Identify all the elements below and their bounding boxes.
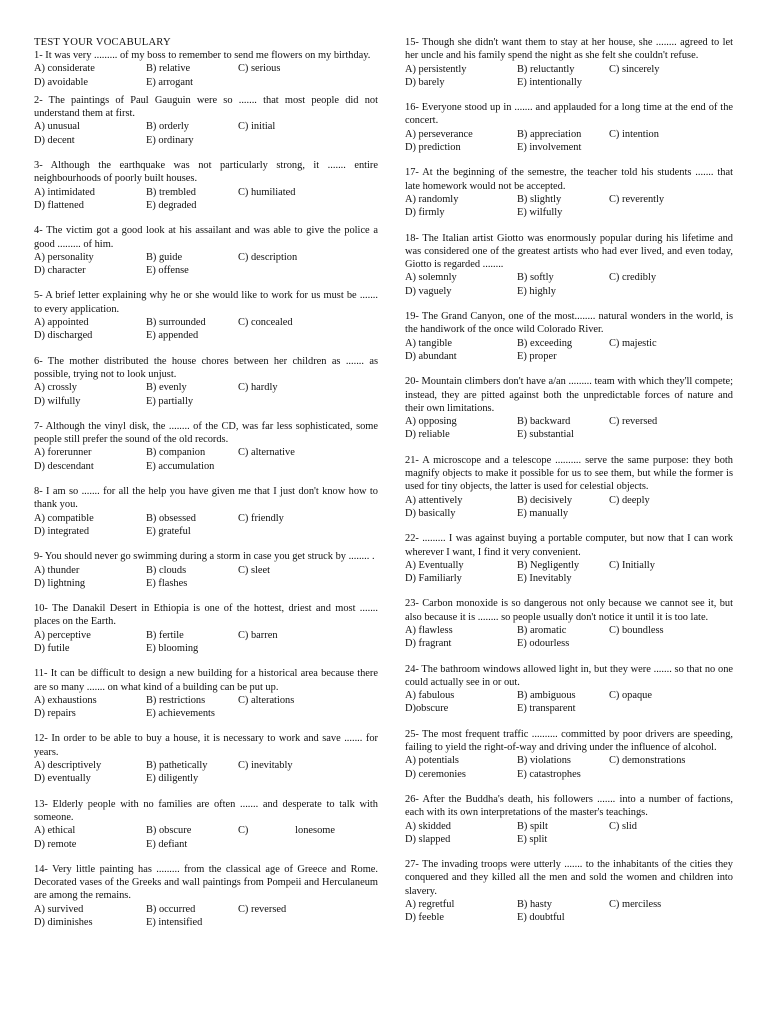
answer-option-e[interactable]: E) degraded	[146, 199, 197, 211]
answer-option-b[interactable]: B) backward	[517, 416, 571, 428]
answer-option-d[interactable]: D) descendant	[34, 460, 94, 472]
answer-option-b[interactable]: B) appreciation	[517, 128, 582, 140]
question-text: 18- The Italian artist Giotto was enormously popular during his lifetime and was considered one of the greatest artists who had ever lived, and even today, Giotto is regarded ........	[405, 232, 733, 271]
answer-option-d[interactable]: D) character	[34, 265, 86, 277]
answer-option-d[interactable]: D) Familiarly	[405, 573, 462, 585]
answer-option-c[interactable]: C) serious	[238, 63, 281, 75]
answer-option-a[interactable]: A) solemnly	[405, 272, 457, 284]
answer-option-c[interactable]: C) humiliated	[238, 186, 296, 198]
answer-option-c[interactable]: C) sincerely	[609, 63, 660, 75]
question-18	[405, 232, 733, 298]
answer-option-d[interactable]: D) repairs	[34, 708, 76, 720]
question-2	[34, 94, 378, 147]
answer-option-d[interactable]: D) ceremonies	[405, 768, 466, 780]
answer-option-d[interactable]: D) firmly	[405, 207, 445, 219]
answer-options	[34, 759, 378, 786]
answer-option-a[interactable]: A) ethical	[34, 825, 76, 837]
answer-options	[405, 337, 733, 364]
answer-option-b[interactable]: B) guide	[146, 251, 183, 263]
answer-option-c[interactable]: C) reversed	[238, 903, 287, 915]
answer-option-c[interactable]: C) sleet	[238, 564, 271, 576]
answer-option-b[interactable]: B) relative	[146, 63, 191, 75]
answer-option-d[interactable]: D) fragrant	[405, 638, 452, 650]
question-text: 22- ......... I was against buying a portable computer, but now that I can work wherever I want, I find it very convenient.	[405, 533, 733, 558]
answer-options	[405, 898, 733, 925]
question-12	[34, 732, 378, 785]
answer-option-a[interactable]: A) perceptive	[34, 629, 91, 641]
question-13	[34, 798, 378, 851]
question-text: 26- After the Buddha's death, his followers ....... into a number of factions, each with its own interpretations of the master's teachings.	[405, 793, 733, 819]
answer-option-c[interactable]: C) intention	[609, 128, 659, 140]
answer-option-a[interactable]: A) unusual	[34, 121, 80, 133]
answer-options	[405, 754, 733, 781]
answer-options	[405, 271, 733, 298]
question-7	[34, 420, 378, 473]
answer-option-a[interactable]: A) personality	[34, 251, 94, 263]
answer-option-e[interactable]: E) odourless	[517, 638, 570, 650]
answer-options	[34, 629, 378, 656]
answer-option-e[interactable]: E) catastrophes	[517, 768, 581, 780]
answer-option-c[interactable]: C) description	[238, 251, 298, 263]
question-8	[34, 485, 378, 538]
answer-option-e[interactable]: E) partially	[146, 395, 194, 407]
question-21	[405, 454, 733, 520]
answer-option-b[interactable]: B) ambiguous	[517, 690, 576, 702]
answer-option-d[interactable]: D) vaguely	[405, 285, 452, 297]
answer-option-a[interactable]: A) thunder	[34, 564, 80, 576]
answer-options	[405, 63, 733, 90]
answer-option-b[interactable]: B) trembled	[146, 186, 196, 198]
answer-option-e[interactable]: E) ordinary	[146, 134, 194, 146]
answer-option-d[interactable]: D) decent	[34, 134, 75, 146]
answer-option-a[interactable]: A) persistently	[405, 63, 467, 75]
answer-option-d[interactable]: D) avoidable	[34, 76, 88, 88]
answer-option-b[interactable]: B) companion	[146, 447, 206, 459]
answer-option-b[interactable]: B) aromatic	[517, 624, 567, 636]
answer-option-c[interactable]: C) opaque	[609, 690, 652, 702]
question-23	[405, 597, 733, 650]
question-text: 25- The most frequent traffic .......... committed by poor drivers are speeding, failing to yield the right-of-way and driving under the influence of alcohol.	[405, 728, 733, 754]
answer-option-c[interactable]: C) reversed	[609, 416, 658, 428]
answer-option-d[interactable]: D) flattened	[34, 199, 84, 211]
question-text: 20- Mountain climbers don't have a/an ......... team with which they'll compete; instead, they are pitted against both the unpredictable forces of nature and their own limitations.	[405, 376, 733, 414]
answer-option-c[interactable]: C) barren	[238, 629, 278, 641]
answer-option-e[interactable]: E) flashes	[146, 577, 188, 589]
question-text: 12- In order to be able to buy a house, it is necessary to work and save ....... for years.	[34, 733, 378, 758]
question-text: 9- You should never go swimming during a storm in case you get struck by ........ .	[34, 551, 375, 563]
answer-option-c[interactable]: C) alterations	[238, 694, 295, 706]
answer-option-b[interactable]: B) orderly	[146, 121, 189, 133]
question-text: 15- Though she didn't want them to stay at her house, she ........ agreed to let her uncle and his family spend the night as she felt she couldn't refuse.	[405, 37, 733, 62]
answer-option-e[interactable]: E) intentionally	[517, 76, 582, 88]
answer-option-c[interactable]: C) reverently	[609, 193, 665, 205]
answer-option-a[interactable]: A) appointed	[34, 317, 89, 329]
question-16	[405, 101, 733, 154]
answer-option-b[interactable]: B) occurred	[146, 903, 196, 915]
answer-option-c[interactable]: C) alternative	[238, 447, 295, 459]
answer-option-c[interactable]: C) concealed	[238, 317, 293, 329]
answer-option-e[interactable]: E) doubtful	[517, 912, 565, 924]
question-text: 3- Although the earthquake was not particularly strong, it ....... entire neighbourhoods of poorly built houses.	[34, 160, 378, 185]
question-text: 2- The paintings of Paul Gauguin were so ....... that most people did not understand them at first.	[34, 94, 378, 120]
answer-option-e[interactable]: E) involvement	[517, 142, 582, 154]
question-text: 11- It can be difficult to design a new building for a historical area because there are so many ....... on what kind of a building can be put up.	[34, 668, 378, 693]
answer-option-c[interactable]: C) deeply	[609, 494, 650, 506]
question-26	[405, 793, 733, 846]
answer-option-d[interactable]: D) abundant	[405, 350, 457, 362]
answer-option-d[interactable]: D) eventually	[34, 773, 91, 785]
answer-option-d[interactable]: D) integrated	[34, 525, 90, 537]
answer-options	[34, 903, 378, 930]
answer-option-e[interactable]: E) manually	[517, 507, 569, 519]
answer-option-a[interactable]: A) Eventually	[405, 559, 464, 571]
answer-option-a[interactable]: A) regretful	[405, 899, 455, 911]
question-25	[405, 728, 733, 781]
question-20	[405, 375, 733, 441]
answer-option-a[interactable]: A) intimidated	[34, 186, 95, 198]
answer-option-e[interactable]: E) arrogant	[146, 76, 194, 88]
question-text: 6- The mother distributed the house chores between her children as ....... as possible, trying not to look unjust.	[34, 355, 378, 380]
answer-option-e[interactable]: E) intensified	[146, 917, 203, 929]
question-text: 4- The victim got a good look at his assailant and was able to give the police a good ......... of him.	[34, 225, 378, 250]
answer-option-e[interactable]: E) grateful	[146, 525, 191, 537]
question-text: 13- Elderly people with no families are often ....... and desperate to talk with someone.	[34, 798, 378, 823]
question-27	[405, 858, 733, 924]
answer-option-e[interactable]: E) accumulation	[146, 460, 215, 472]
answer-option-b[interactable]: B) evenly	[146, 382, 187, 394]
question-text: 7- Although the vinyl disk, the ........ of the CD, was far less sophisticated, some people still prefer the sound of the old records.	[34, 420, 378, 446]
answer-option-a[interactable]: A) survived	[34, 903, 84, 915]
answer-option-c[interactable]: C) initial	[238, 121, 276, 133]
answer-option-a[interactable]: A) potentials	[405, 755, 459, 767]
answer-options	[34, 186, 378, 213]
answer-option-b[interactable]: B) softly	[517, 272, 554, 284]
answer-option-a[interactable]: A) compatible	[34, 512, 94, 524]
answer-option-a[interactable]: A) considerate	[34, 63, 95, 75]
answer-option-a[interactable]: A) perseverance	[405, 128, 473, 140]
answer-option-d[interactable]: D) discharged	[34, 330, 93, 342]
answer-option-b[interactable]: B) spilt	[517, 820, 548, 832]
question-5	[34, 289, 378, 342]
question-3	[34, 159, 378, 212]
answer-option-e[interactable]: E) diligently	[146, 773, 199, 785]
left-column	[34, 36, 378, 929]
question-14	[34, 863, 378, 929]
right-column	[405, 36, 733, 925]
test-title: TEST YOUR VOCABULARY	[34, 37, 171, 48]
answer-options	[405, 193, 733, 220]
answer-options	[405, 494, 733, 521]
question-text: 24- The bathroom windows allowed light in, but they were ....... so that no one could actually see in or out.	[405, 663, 733, 688]
question-4	[34, 224, 378, 277]
answer-option-b[interactable]: B) decisively	[517, 494, 573, 506]
answer-option-b[interactable]: B) surrounded	[146, 317, 206, 329]
answer-option-d[interactable]: D) reliable	[405, 429, 450, 441]
answer-option-d[interactable]: D) barely	[405, 76, 445, 88]
answer-options	[34, 824, 378, 851]
answer-option-e[interactable]: E) wilfully	[517, 207, 563, 219]
answer-option-e[interactable]: E) substantial	[517, 429, 574, 441]
answer-option-c[interactable]: C) merciless	[609, 899, 662, 911]
answer-options	[405, 128, 733, 155]
answer-options	[34, 251, 378, 278]
answer-option-d[interactable]: D) slapped	[405, 833, 451, 845]
question-11	[34, 667, 378, 720]
answer-option-a[interactable]: A) descriptively	[34, 760, 102, 772]
answer-option-d[interactable]: D) diminishes	[34, 917, 93, 929]
answer-option-e[interactable]: E) highly	[517, 285, 556, 297]
answer-option-d[interactable]: D) prediction	[405, 142, 461, 154]
answer-options	[34, 381, 378, 408]
answer-options	[405, 689, 733, 716]
answer-option-c[interactable]: C) inevitably	[238, 760, 293, 772]
answer-option-b[interactable]: B) violations	[517, 755, 571, 767]
question-6	[34, 355, 378, 408]
question-9	[34, 550, 378, 590]
answer-options	[405, 559, 733, 586]
answer-option-e[interactable]: E) proper	[517, 350, 557, 362]
answer-option-d[interactable]: D) feeble	[405, 912, 444, 924]
answer-option-e[interactable]: E) offense	[146, 265, 189, 277]
answer-option-c[interactable]: C) majestic	[609, 337, 657, 349]
answer-option-e[interactable]: E) split	[517, 833, 548, 845]
answer-options	[34, 446, 378, 473]
answer-option-b[interactable]: B) clouds	[146, 564, 187, 576]
answer-option-a[interactable]: A) opposing	[405, 416, 457, 428]
answer-options	[34, 62, 378, 89]
answer-option-a[interactable]: A) forerunner	[34, 447, 92, 459]
question-text: 16- Everyone stood up in ....... and applauded for a long time at the end of the concert.	[405, 102, 733, 127]
question-text: 5- A brief letter explaining why he or she would like to work for us must be ....... to every application.	[34, 290, 378, 315]
answer-option-a[interactable]: A) skidded	[405, 820, 451, 832]
answer-options	[405, 820, 733, 847]
answer-option-d[interactable]: D) lightning	[34, 577, 86, 589]
question-22	[405, 532, 733, 585]
answer-option-a[interactable]: A) flawless	[405, 624, 453, 636]
answer-option-d[interactable]: D) remote	[34, 838, 77, 850]
answer-options	[34, 564, 378, 591]
answer-option-d[interactable]: D) wilfully	[34, 395, 81, 407]
answer-option-b[interactable]: B) fertile	[146, 629, 184, 641]
answer-option-b[interactable]: B) Negligently	[517, 559, 580, 571]
answer-option-a[interactable]: A) crossly	[34, 382, 77, 394]
answer-option-c[interactable]: C) boundless	[609, 624, 664, 636]
answer-option-b[interactable]: B) hasty	[517, 899, 552, 911]
answer-option-c[interactable]: C) slid	[609, 820, 638, 832]
answer-options	[405, 624, 733, 651]
question-17	[405, 166, 733, 219]
question-10	[34, 602, 378, 655]
answer-options	[34, 512, 378, 539]
answer-option-a[interactable]: A) randomly	[405, 193, 459, 205]
answer-options	[34, 694, 378, 721]
answer-option-b[interactable]: B) restrictions	[146, 694, 206, 706]
answer-option-c[interactable]: C) lonesome	[238, 825, 335, 837]
question-text: 8- I am so ....... for all the help you have given me that I just don't know how to thank you.	[34, 486, 378, 511]
answer-option-d[interactable]: D) futile	[34, 642, 70, 654]
answer-option-c[interactable]: C) demonstrations	[609, 755, 686, 767]
answer-option-b[interactable]: B) slightly	[517, 193, 562, 205]
answer-option-b[interactable]: B) reluctantly	[517, 63, 575, 75]
question-text: 19- The Grand Canyon, one of the most........ natural wonders in the world, is the handiwork of the once wild Colorado River.	[405, 311, 733, 336]
question-text: 17- At the beginning of the semestre, the teacher told his students ....... that late homework would not be accepted.	[405, 167, 733, 192]
answer-option-c[interactable]: C) friendly	[238, 512, 284, 524]
answer-option-b[interactable]: B) obsessed	[146, 512, 196, 524]
answer-option-b[interactable]: B) obscure	[146, 825, 192, 837]
question-text: 27- The invading troops were utterly ....... to the inhabitants of the cities they conquered and they killed all the men and sold the women and children into slavery.	[405, 859, 733, 897]
answer-options	[34, 120, 378, 147]
answer-option-e[interactable]: E) transparent	[517, 703, 576, 715]
question-19	[405, 310, 733, 363]
answer-option-d[interactable]: D) basically	[405, 507, 456, 519]
answer-option-e[interactable]: E) blooming	[146, 642, 199, 654]
question-24	[405, 663, 733, 716]
question-text: 14- Very little painting has ......... from the classical age of Greece and Rome. Decorated vases of the Greeks and wall paintings from Pompeii and Herculaneum are among the remains.	[34, 863, 378, 902]
answer-option-c[interactable]: C) Initially	[609, 559, 655, 571]
answer-option-e[interactable]: E) achievements	[146, 708, 215, 720]
answer-options	[34, 316, 378, 343]
answer-options	[405, 415, 733, 442]
answer-option-d[interactable]: D)obscure	[405, 703, 449, 715]
answer-option-b[interactable]: B) pathetically	[146, 760, 208, 772]
answer-option-a[interactable]: A) exhaustions	[34, 694, 97, 706]
question-15	[405, 36, 733, 89]
answer-option-a[interactable]: A) attentively	[405, 494, 463, 506]
answer-option-c[interactable]: C) credibly	[609, 272, 657, 284]
question-1	[34, 49, 378, 89]
answer-option-e[interactable]: E) defiant	[146, 838, 188, 850]
answer-option-b[interactable]: B) exceeding	[517, 337, 573, 349]
answer-option-e[interactable]: E) Inevitably	[517, 573, 572, 585]
question-text: 23- Carbon monoxide is so dangerous not only because we cannot see it, but also because it is ........ so people usually don't notice it until it is too late.	[405, 598, 733, 623]
question-text: 10- The Danakil Desert in Ethiopia is one of the hottest, driest and most ....... places on the Earth.	[34, 603, 378, 628]
question-text: 1- It was very ......... of my boss to remember to send me flowers on my birthday.	[34, 50, 371, 61]
answer-option-a[interactable]: A) fabulous	[405, 690, 455, 702]
question-text: 21- A microscope and a telescope .......... serve the same purpose: they both magnify objects to make it possible for us to see them, but while the former is used for tiny objects, the latter is used for celestial objects.	[405, 454, 733, 493]
answer-option-c[interactable]: C) hardly	[238, 382, 278, 394]
answer-option-a[interactable]: A) tangible	[405, 337, 453, 349]
answer-option-e[interactable]: E) appended	[146, 330, 199, 342]
